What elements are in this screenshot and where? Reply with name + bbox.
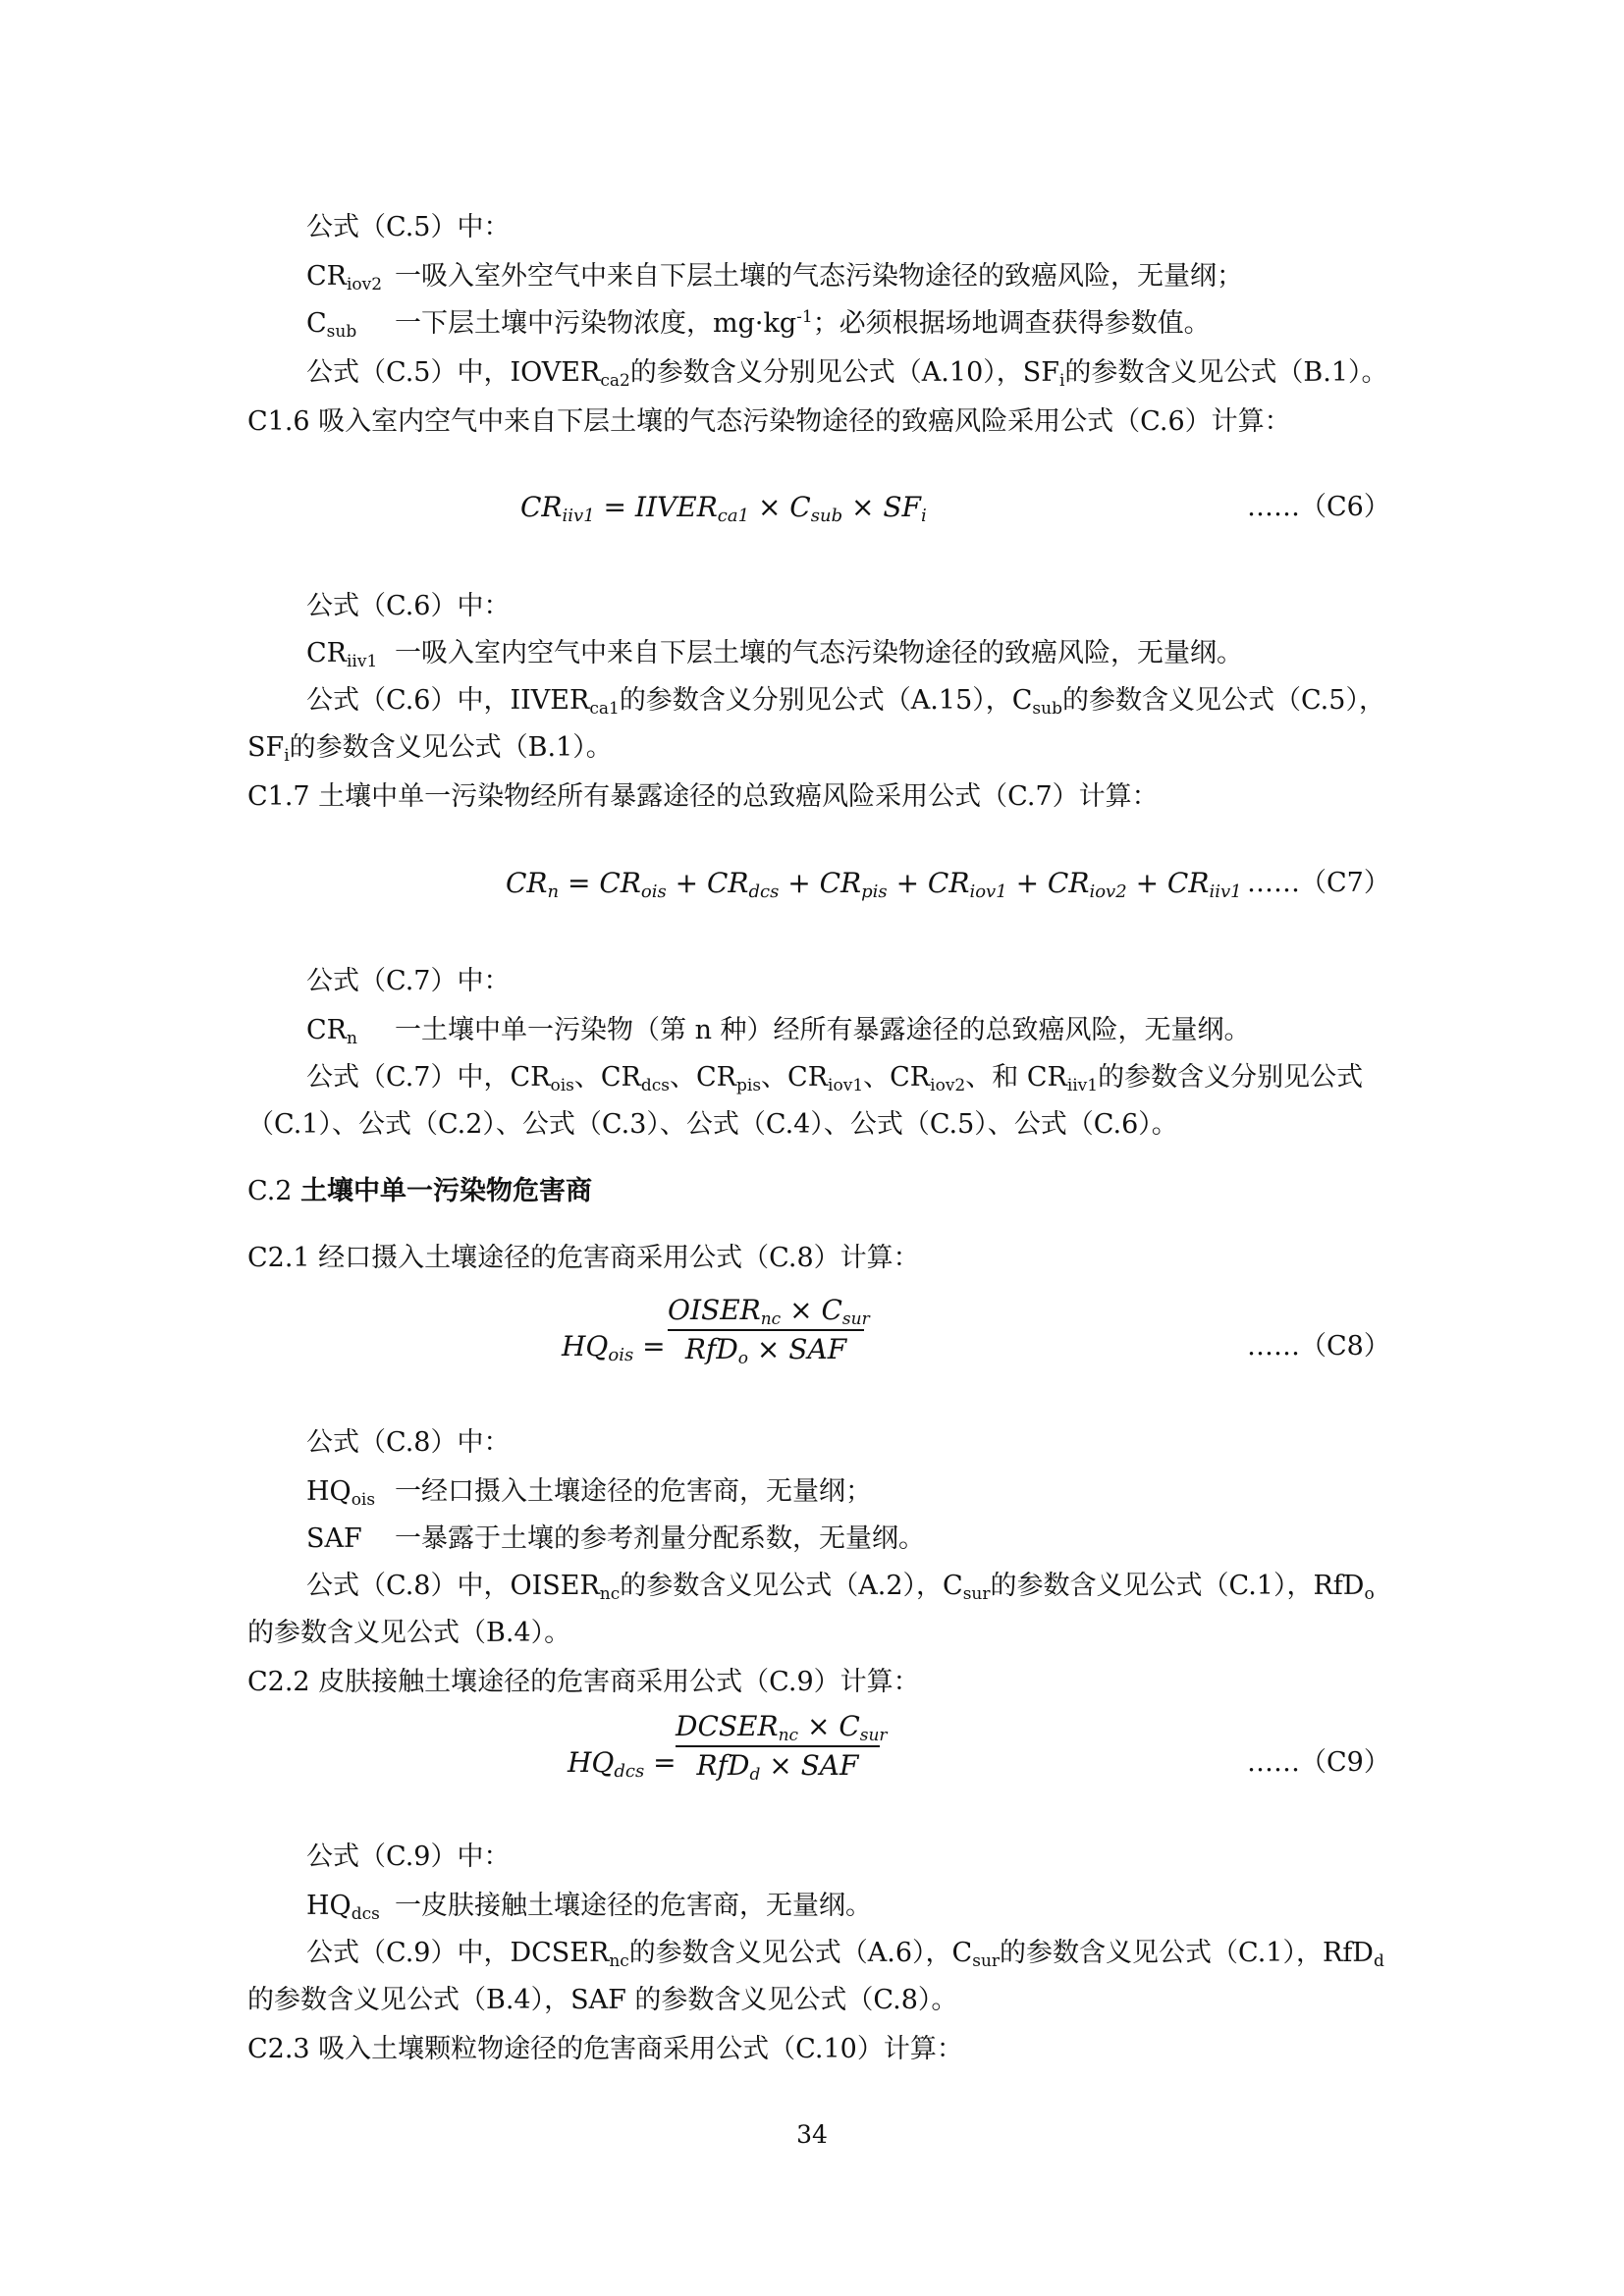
para-c9-refs: 公式（C.9）中，$DCSER_{nc}$的参数含义见公式（A.6），$C_{sur}$的参数含义见公式（C.1），RfD$_d$: [306, 1938, 1384, 1971]
def-cr-iiv1: $CR_{iiv1}$ 一吸入室内空气中来自下层土壤的气态污染物途径的致癌风险，无量纲。: [306, 638, 1243, 671]
section-c2-3: C2.3 吸入土壤颗粒物途径的危害商采用公式（C.10）计算：: [247, 2034, 963, 2064]
def-hq-dcs: $HQ_{dcs}$ 一皮肤接触土壤途径的危害商，无量纲。: [306, 1891, 872, 1924]
para-c7-refs-cont: （C.1）、公式（C.2）、公式（C.3）、公式（C.4）、公式（C.5）、公式（C.6）。: [247, 1109, 1178, 1140]
equation-c8-denominator: RfD$_o$ × SAF: [684, 1333, 847, 1368]
def-cr-n: $CR_n$ 一土壤中单一污染物（第 n 种）经所有暴露途径的总致癌风险，无量纲。: [306, 1015, 1251, 1048]
para-c6-refs-cont: $SF_i$的参数含义见公式（B.1）。: [247, 732, 613, 766]
para-c7-refs: 公式（C.7）中，$CR_{ois}$、$CR_{dcs}$、$CR_{pis}$、$CR_{iov1}$、$CR_{iov2}$、和 $CR_{iiv1}$的参数含义分别见公式: [306, 1062, 1364, 1095]
def-saf: SAF 一暴露于土壤的参考剂量分配系数，无量纲。: [306, 1523, 925, 1554]
equation-c7: $CR_n = CR_{ois} + CR_{dcs} + CR_{pis} + CR_{iov1} + CR_{iov2} + CR_{iiv1}$: [506, 867, 1242, 902]
para-c8-refs-cont: 的参数含义见公式（B.4）。: [247, 1618, 571, 1648]
equation-c8-lhs: $HQ_{ois}$ =: [562, 1330, 666, 1365]
para-c8-refs: 公式（C.8）中，$OISER_{nc}$的参数含义见公式（A.2），$C_{sur}$的参数含义见公式（C.1），RfD$_o$: [306, 1571, 1375, 1604]
equation-c8-numerator: $OISER_{nc} \times C_{sur}$: [668, 1294, 870, 1329]
equation-c9-fraction: [676, 1710, 888, 1785]
equation-c9-numerator: $DCSER_{nc} \times C_{sur}$: [676, 1710, 888, 1745]
equation-c8-label: ……（C8）: [1247, 1331, 1390, 1362]
para-c6-refs: 公式（C.6）中，$IIVER_{ca1}$的参数含义分别见公式（A.15），$C_{sub}$的参数含义见公式（C.5），: [306, 685, 1385, 719]
equation-c7-label: ……（C7）: [1247, 868, 1390, 898]
equation-c8-fraction: [668, 1294, 870, 1368]
section-c1-6: C1.6 吸入室内空气中来自下层土壤的气态污染物途径的致癌风险采用公式（C.6）计算：: [247, 406, 1291, 437]
equation-c9-lhs: $HQ_{dcs}$ =: [568, 1746, 677, 1782]
equation-c6: $CR_{iiv1}$ = $IIVER_{ca1} \times C_{sub} \times SF_i$: [520, 491, 927, 526]
equation-c6-label: ……（C6）: [1247, 492, 1390, 522]
def-cr-iov2: $CR_{iov2}$ 一吸入室外空气中来自下层土壤的气态污染物途径的致癌风险，无量纲；: [306, 261, 1243, 294]
para-c5-refs: 公式（C.5）中，$IOVER_{ca2}$的参数含义分别见公式（A.10），$SF_i$的参数含义见公式（B.1）。: [306, 357, 1388, 391]
para-c8-where: 公式（C.8）中：: [306, 1427, 511, 1458]
para-c5-where: 公式（C.5）中：: [306, 212, 511, 242]
section-c2-1: C2.1 经口摄入土壤途径的危害商采用公式（C.8）计算：: [247, 1243, 920, 1273]
equation-c9-label: ……（C9）: [1247, 1747, 1390, 1778]
section-c2-2: C2.2 皮肤接触土壤途径的危害商采用公式（C.9）计算：: [247, 1667, 920, 1697]
para-c6-where: 公式（C.6）中：: [306, 591, 511, 621]
def-hq-ois: $HQ_{ois}$ 一经口摄入土壤途径的危害商，无量纲；: [306, 1476, 872, 1510]
para-c9-where: 公式（C.9）中：: [306, 1842, 511, 1872]
section-c1-7: C1.7 土壤中单一污染物经所有暴露途径的总致癌风险采用公式（C.7）计算：: [247, 781, 1159, 812]
section-heading-c2: C.2 土壤中单一污染物危害商: [247, 1176, 593, 1206]
para-c7-where: 公式（C.7）中：: [306, 966, 511, 996]
def-c-sub: $C_{sub}$ 一下层土壤中污染物浓度，$mg\cdot kg^{-1}$；必须根据场地调查获得参数值。: [306, 307, 1211, 342]
para-c9-refs-cont: 的参数含义见公式（B.4），SAF 的参数含义见公式（C.8）。: [247, 1985, 958, 2015]
equation-c9-denominator: RfD$_d$ × SAF: [696, 1749, 859, 1785]
page-number: 34: [796, 2120, 828, 2149]
